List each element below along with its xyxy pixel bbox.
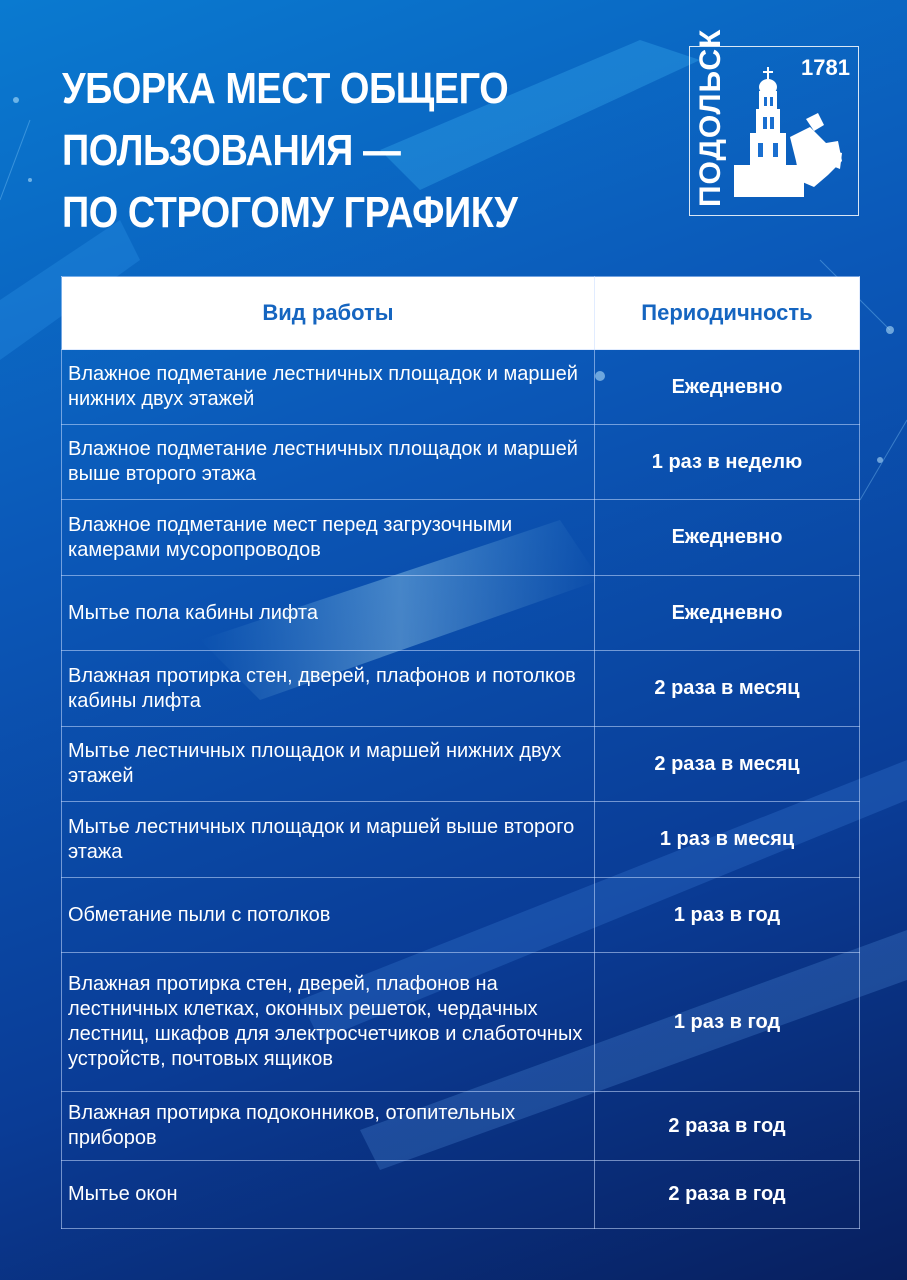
period-cell: 1 раз в неделю — [595, 425, 860, 500]
period-cell: Ежедневно — [595, 500, 860, 576]
page-title — [62, 58, 561, 244]
cleaning-schedule-table — [61, 276, 860, 1229]
period-cell: Ежедневно — [595, 576, 860, 651]
period-cell: 1 раз в год — [595, 878, 860, 953]
work-cell: Обметание пыли с потолков — [62, 878, 595, 953]
work-cell: Мытье пола кабины лифта — [62, 576, 595, 651]
table-row — [62, 651, 860, 727]
work-cell: Влажное подметание лестничных площадок и маршей выше второго этажа — [62, 425, 595, 500]
period-cell: 1 раз в месяц — [595, 802, 860, 878]
table-header-row — [62, 277, 860, 350]
city-logo — [689, 28, 859, 216]
period-cell: 2 раза в месяц — [595, 651, 860, 727]
work-cell: Мытье окон — [62, 1161, 595, 1229]
period-cell: 2 раза в месяц — [595, 727, 860, 802]
period-cell: 1 раз в год — [595, 953, 860, 1092]
table-row — [62, 727, 860, 802]
column-header-work: Вид работы — [62, 277, 595, 350]
table-row — [62, 1092, 860, 1161]
work-cell: Влажное подметание лестничных площадок и маршей нижних двух этажей — [62, 350, 595, 425]
table-row — [62, 1161, 860, 1229]
table-row — [62, 953, 860, 1092]
table-row — [62, 878, 860, 953]
period-cell: 2 раза в год — [595, 1092, 860, 1161]
table-row — [62, 500, 860, 576]
church-tower-icon — [730, 57, 850, 207]
logo-city-name: ПОДОЛЬСК — [694, 28, 727, 207]
title-line-1: УБОРКА МЕСТ ОБЩЕГО — [62, 64, 509, 113]
table-row — [62, 576, 860, 651]
column-header-period: Периодичность — [595, 277, 860, 350]
logo-year: 1781 — [801, 55, 850, 80]
title-line-3: ПО СТРОГОМУ ГРАФИКУ — [62, 188, 518, 237]
work-cell: Влажное подметание мест перед загрузочными камерами мусоропроводов — [62, 500, 595, 576]
table-row — [62, 425, 860, 500]
period-cell: 2 раза в год — [595, 1161, 860, 1229]
work-cell: Мытье лестничных площадок и маршей выше второго этажа — [62, 802, 595, 878]
work-cell: Влажная протирка подоконников, отопительных приборов — [62, 1092, 595, 1161]
title-line-2: ПОЛЬЗОВАНИЯ — — [62, 126, 401, 175]
work-cell: Мытье лестничных площадок и маршей нижних двух этажей — [62, 727, 595, 802]
table-row — [62, 350, 860, 425]
work-cell: Влажная протирка стен, дверей, плафонов на лестничных клетках, оконных решеток, чердачных лестниц, шкафов для электросчетчиков и слаботочных устройств, почтовых ящиков — [62, 953, 595, 1092]
work-cell: Влажная протирка стен, дверей, плафонов и потолков кабины лифта — [62, 651, 595, 727]
table-row — [62, 802, 860, 878]
period-cell: Ежедневно — [595, 350, 860, 425]
